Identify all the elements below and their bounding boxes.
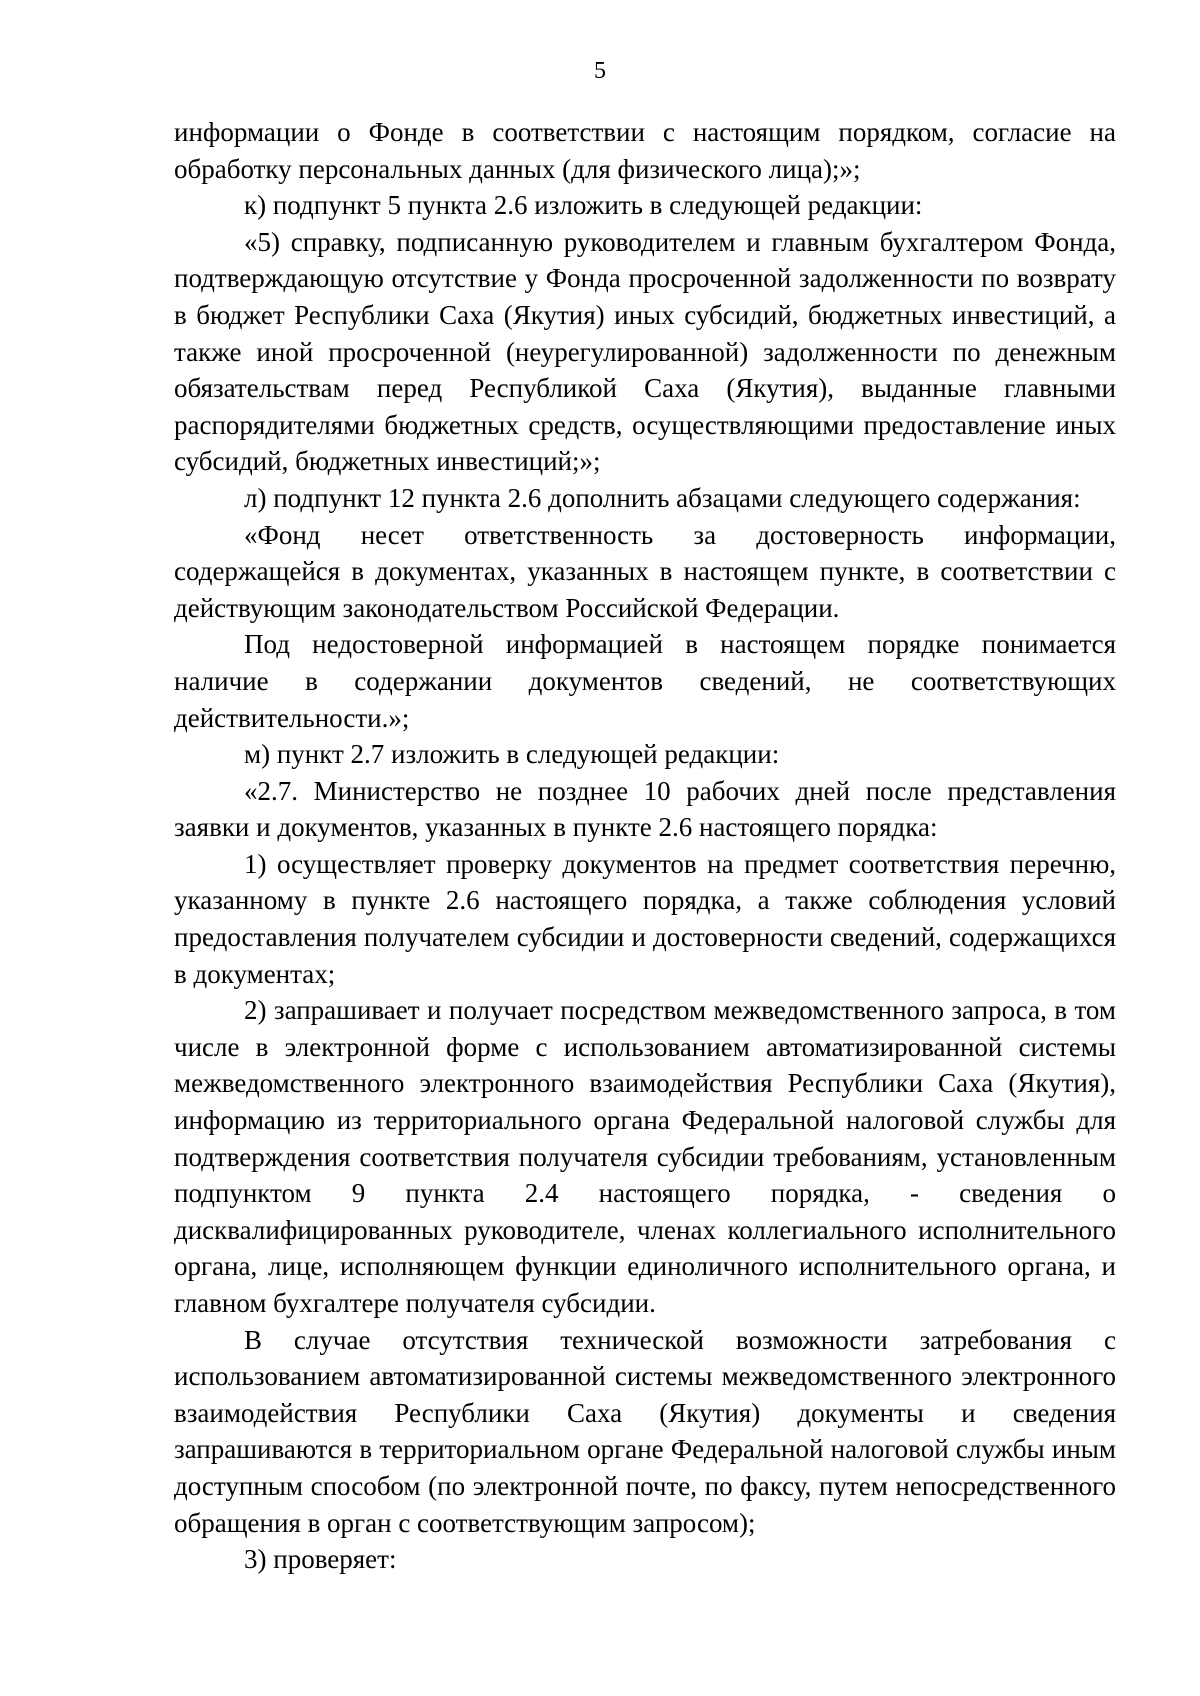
paragraph-subitem-2: 2) запрашивает и получает посредством межведомственного запроса, в том числе в электронной форме с использованием автоматизированной системы межведомственного электронного взаимодействия Республики Саха (Якутия), информацию из территориального органа Федеральной налоговой службы для подтверждения соответствия получателя субсидии требованиям, установленным подпунктом 9 пункта 2.4 настоящего порядка, - сведения о дисквалифицированных руководителе, членах коллегиального исполнительного органа, лице, исполняющем функции единоличного исполнительного органа, и главном бухгалтере получателя субсидии. xyxy=(174,995,1116,1318)
paragraph-fund-responsibility: «Фонд несет ответственность за достоверность информации, содержащейся в документах, указанных в настоящем пункте, в соответствии с действующим законодательством Российской Федерации. xyxy=(174,519,1116,623)
paragraph-subitem-5: «5) справку, подписанную руководителем и главным бухгалтером Фонда, подтверждающую отсутствие у Фонда просроченной задолженности по возврату в бюджет Республики Саха (Якутия) иных субсидий, бюджетных инвестиций, а также иной просроченной (неурегулированной) задолженности по денежным обязательствам перед Республикой Саха (Якутия), выданные главными распорядителями бюджетных средств, осуществляющими предоставление иных субсидий, бюджетных инвестиций;»; xyxy=(174,226,1116,477)
paragraph-clause-2-7: «2.7. Министерство не позднее 10 рабочих дней после представления заявки и документов, указанных в пункте 2.6 настоящего порядка: xyxy=(174,775,1116,843)
paragraph-item-l: л) подпункт 12 пункта 2.6 дополнить абзацами следующего содержания: xyxy=(244,482,1081,513)
paragraph-subitem-1: 1) осуществляет проверку документов на предмет соответствия перечню, указанному в пункте 2.6 настоящего порядка, а также соблюдения условий предоставления получателем субсидии и достоверности сведений, содержащихся в документах; xyxy=(174,848,1116,989)
document-body xyxy=(174,114,1116,1578)
paragraph-item-k: к) подпункт 5 пункта 2.6 изложить в следующей редакции: xyxy=(244,190,923,221)
paragraph-item-m: м) пункт 2.7 изложить в следующей редакции: xyxy=(244,739,780,770)
paragraph-continuation: информации о Фонде в соответствии с настоящим порядком, согласие на обработку персональных данных (для физического лица);»; xyxy=(174,117,1116,184)
paragraph-subitem-3: 3) проверяет: xyxy=(244,1544,397,1575)
paragraph-no-technical-possibility: В случае отсутствия технической возможности затребования с использованием автоматизированной системы межведомственного электронного взаимодействия Республики Саха (Якутия) документы и сведения запрашиваются в территориальном органе Федеральной налоговой службы иным доступным способом (по электронной почте, по факсу, путем непосредственного обращения в орган с соответствующим запросом); xyxy=(174,1324,1116,1538)
paragraph-unreliable-info: Под недостоверной информацией в настоящем порядке понимается наличие в содержании документов сведений, не соответствующих действительности.»; xyxy=(174,629,1116,733)
page-number: 5 xyxy=(594,58,606,84)
